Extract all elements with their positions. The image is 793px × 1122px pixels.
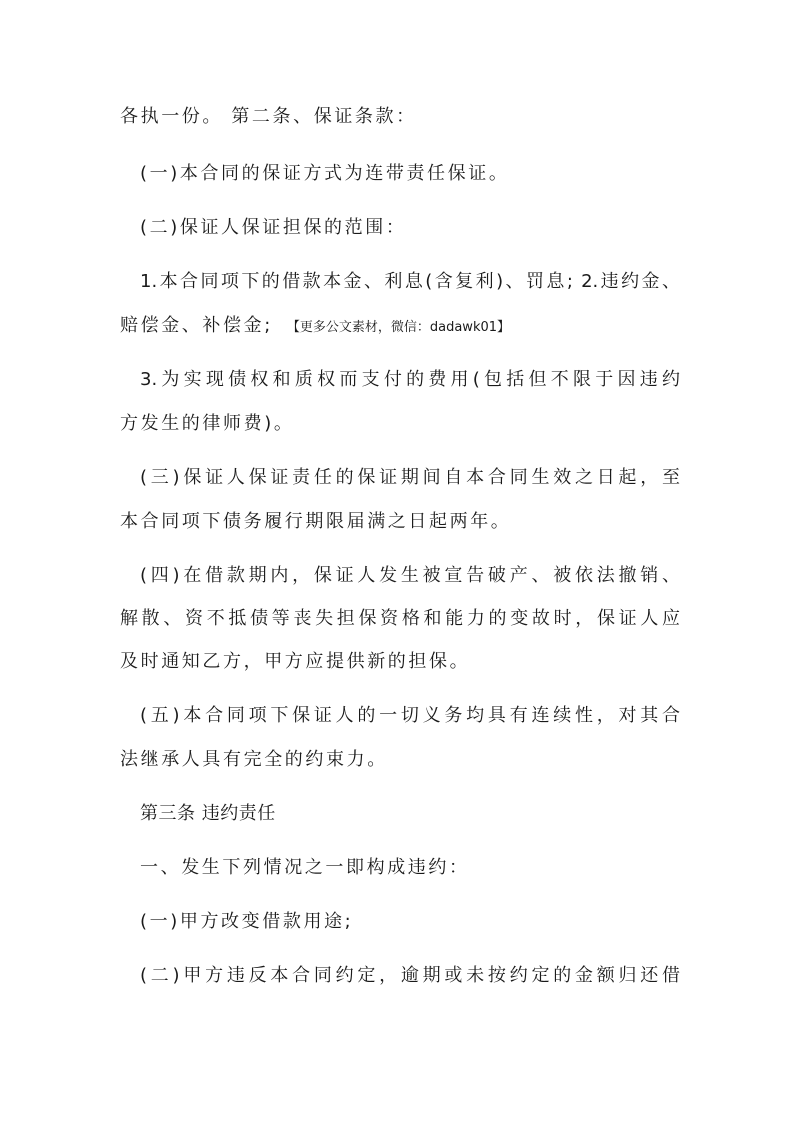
- text-segment: 赔偿金、补偿金;: [120, 315, 273, 336]
- text-line: 解散、资不抵债等丧失担保资格和能力的变故时，保证人应: [120, 608, 680, 629]
- text-line: [120, 314, 680, 340]
- text-line: (四)在借款期内，保证人发生被宣告破产、被依法撤销、: [140, 565, 680, 586]
- text-line: 法继承人具有完全的约束力。: [120, 749, 388, 770]
- text-line: 1.本合同项下的借款本金、利息(含复利)、罚息; 2.违约金、: [140, 271, 680, 292]
- text-line: (一)甲方改变借款用途;: [140, 911, 354, 932]
- text-line: (一)本合同的保证方式为连带责任保证。: [140, 163, 510, 184]
- text-line: (五)本合同项下保证人的一切义务均具有连续性，对其合: [140, 705, 680, 726]
- text-line: 及时通知乙方，甲方应提供新的担保。: [120, 651, 471, 672]
- text-line: 3.为实现债权和质权而支付的费用(包括但不限于因违约: [140, 369, 680, 390]
- text-line: 各执一份。 第二条、保证条款：: [120, 106, 417, 127]
- section-heading: 第三条 违约责任: [140, 803, 276, 824]
- text-line: 本合同项下债务履行期限届满之日起两年。: [120, 511, 512, 532]
- text-line: (二)甲方违反本合同约定，逾期或未按约定的金额归还借: [140, 965, 680, 986]
- text-line: (二)保证人保证担保的范围：: [140, 217, 407, 238]
- text-line: 方发生的律师费)。: [120, 413, 295, 434]
- promo-note: 【更多公文素材，微信：dadawk01】: [286, 320, 511, 335]
- text-line: (三)保证人保证责任的保证期间自本合同生效之日起，至: [140, 467, 680, 488]
- text-line: 一、发生下列情况之一即构成违约：: [140, 857, 470, 878]
